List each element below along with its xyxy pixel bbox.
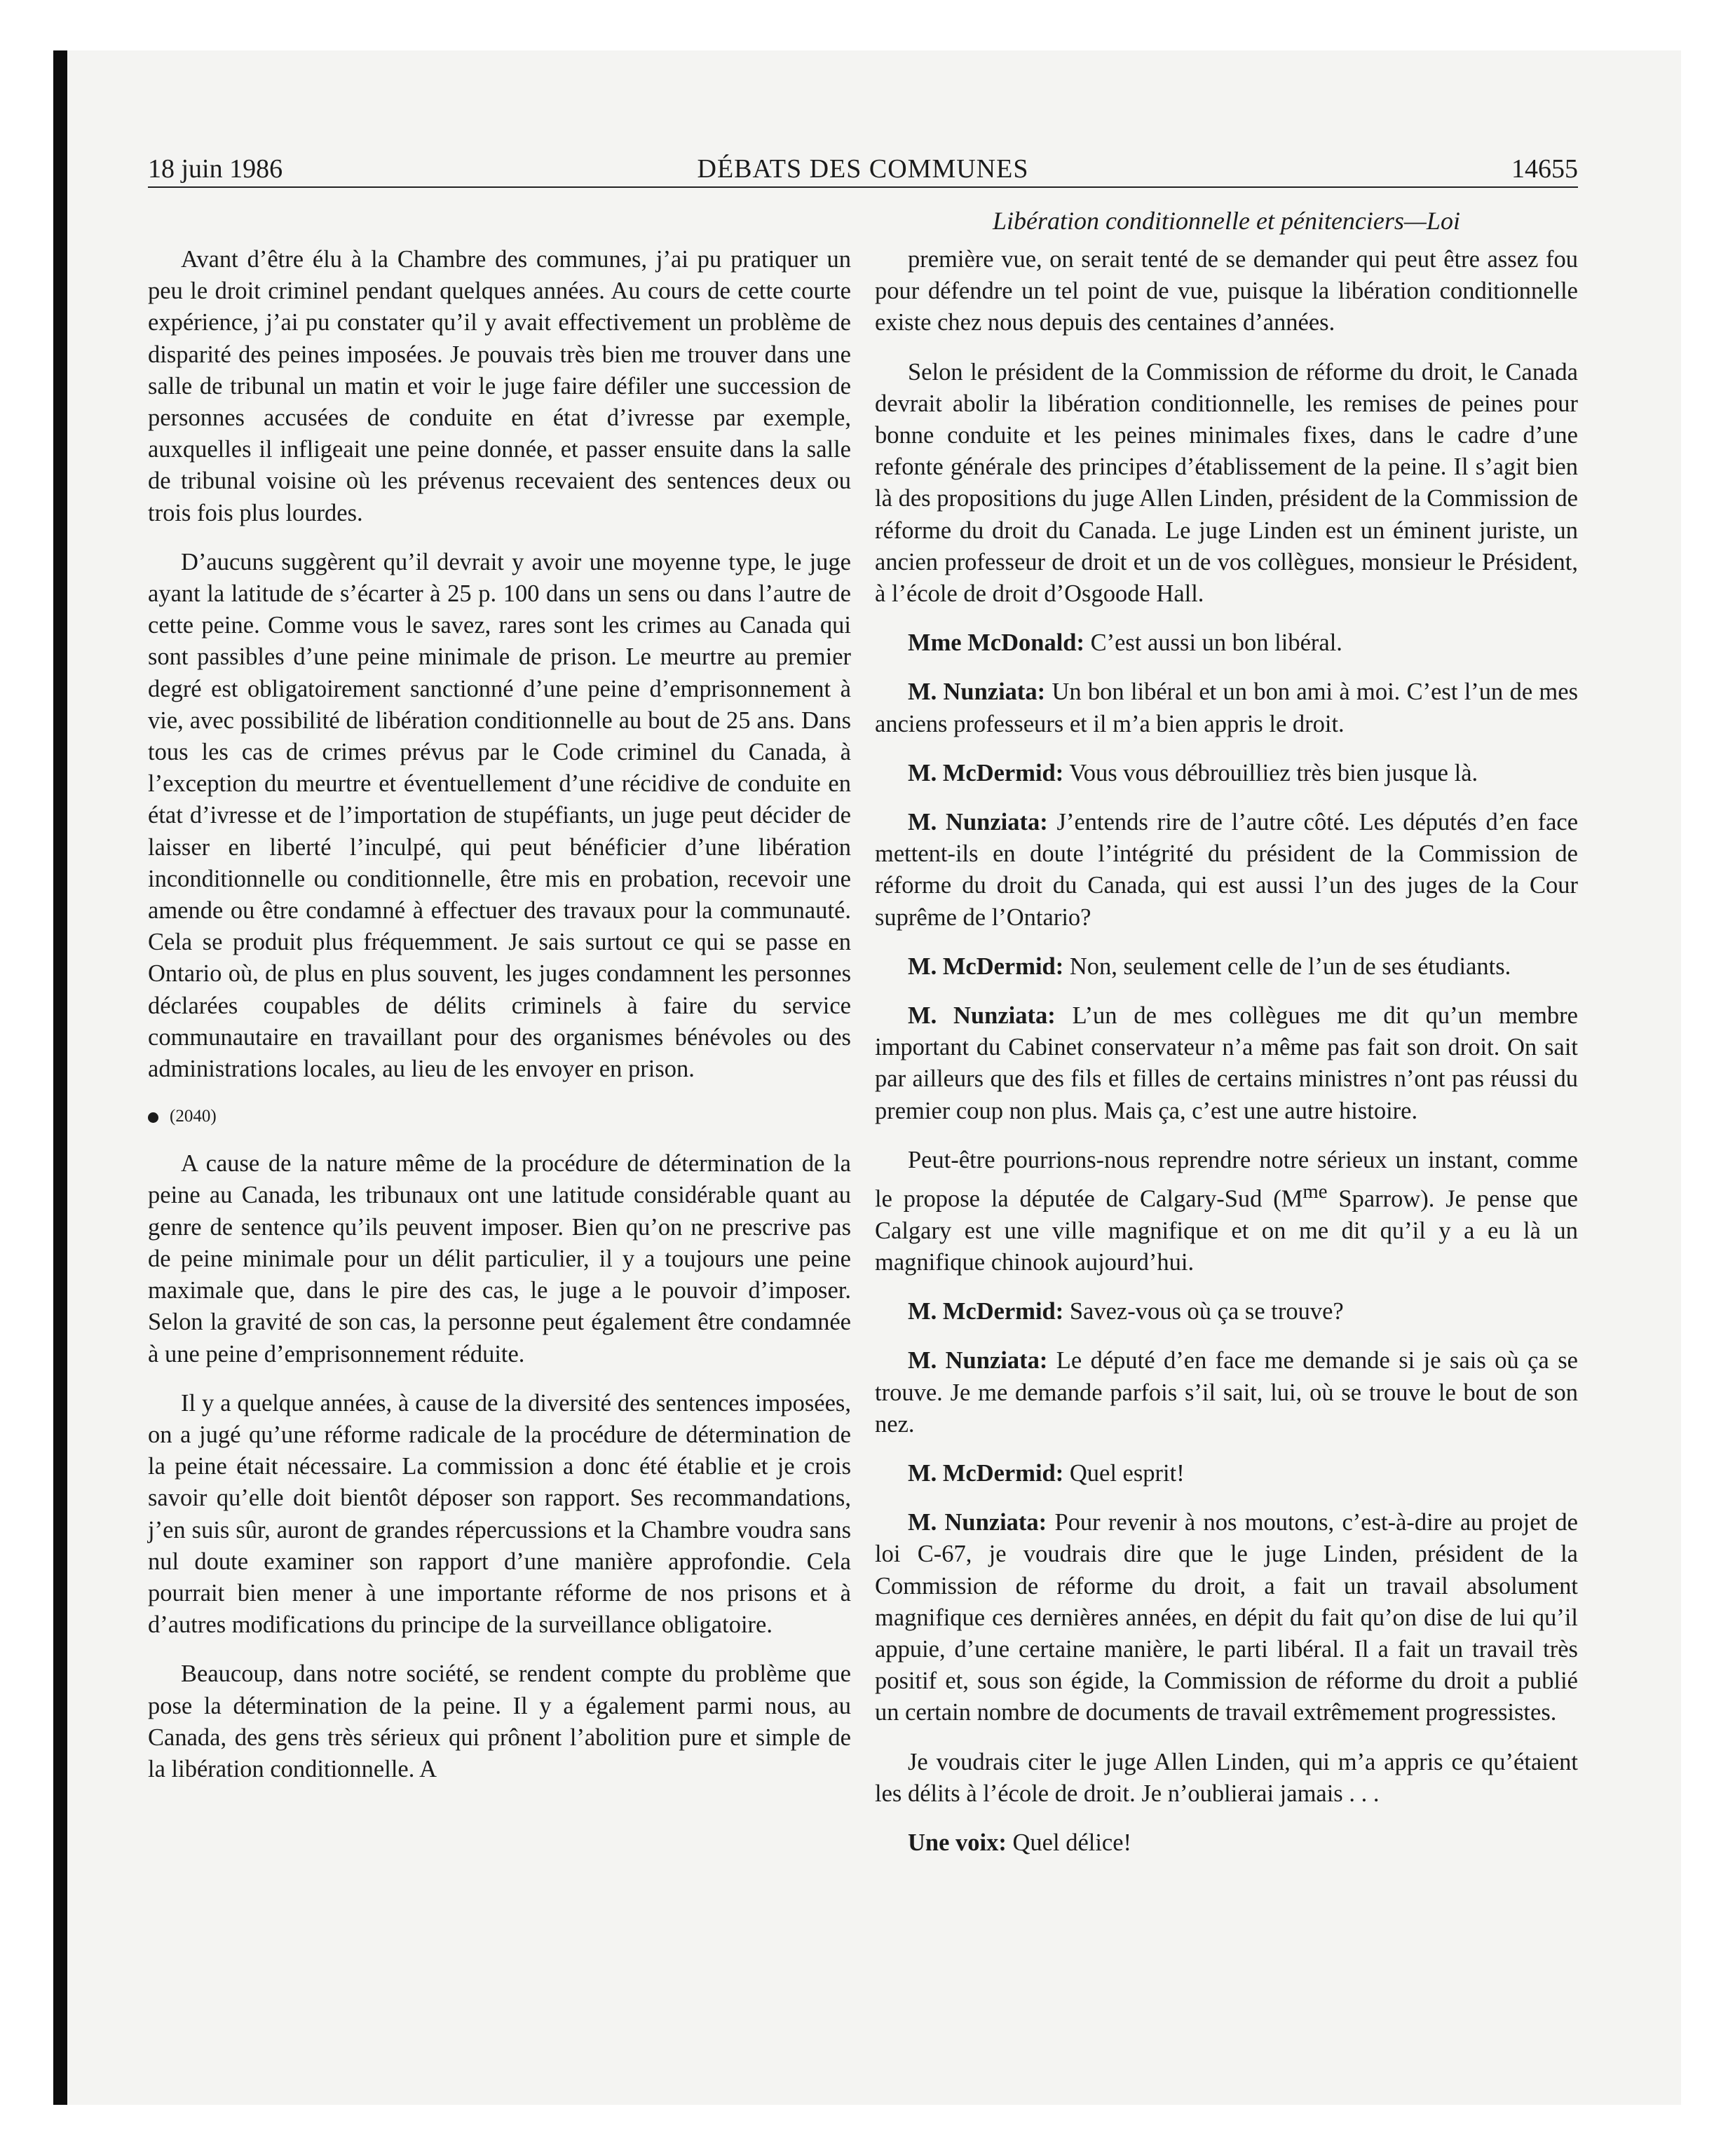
speech	[875, 1458, 1578, 1489]
speech	[875, 1507, 1578, 1728]
paragraph: A cause de la nature même de la procédure de détermination de la peine au Canada, les tribunaux ont une latitude considérable quant au genre de sentence qu’ils peuvent imposer. Bien qu’on ne prescrive pas de peine minimale pour un délit particulier, il y a toujours une peine maximale que, dans le pire des cas, le juge a le pouvoir d’imposer. Selon la gravité de son cas, la personne peut également être condamnée à une peine d’emprisonnement réduite.	[148, 1150, 851, 1367]
speech	[875, 807, 1578, 934]
paragraph: Beaucoup, dans notre société, se rendent compte du problème que pose la détermination de la peine. Il y a également parmi nous, au Canada, des gens très sérieux qui prônent l’abolition pure et simple de la libération conditionnelle. A	[148, 1660, 851, 1782]
paragraph: D’aucuns suggèrent qu’il devrait y avoir une moyenne type, le juge ayant la latitude de s’écarter à 25 p. 100 dans un sens ou dans l’autre de cette peine. Comme vous le savez, rares sont les crimes au Canada qui sont passibles d’une peine minimale de prison. Le meurtre au premier degré est obligatoirement sanctionné d’une peine d’emprisonnement à vie, avec possibilité de libération conditionnelle au bout de 25 ans. Dans tous les cas de crimes prévus par le Code criminel du Canada, à l’exception du meurtre et éventuellement d’une récidive de conduite en état d’ivresse et de l’importation de stupéfiants, un juge peut décider de laisser en liberté l’inculpé, qui peut bénéficier d’une libération inconditionnelle ou conditionnelle, être mis en probation, recevoir une amende ou être condamné à effectuer des travaux pour la communauté. Cela se produit plus fréquemment. Je sais surtout ce qui se passe en Ontario où, de plus en plus souvent, les juges condamnent les personnes déclarées coupables de délits criminels à faire du service communautaire en travaillant pour des organismes bénévoles ou des administrations locales, au lieu de les envoyer en prison.	[148, 548, 851, 1083]
speaker-name: M. Nunziata:	[908, 1002, 1056, 1030]
page-header	[148, 151, 1578, 186]
speech	[875, 758, 1578, 789]
speech	[875, 676, 1578, 739]
paragraph: Selon le président de la Commission de réforme du droit, le Canada devrait abolir la libération conditionnelle, les remises de peines pour bonne conduite et les peines minimales fixes, dans le cadre d’une refonte générale des principes d’établissement de la peine. Il s’agit bien là des propositions du juge Allen Linden, président de la Commission de réforme du droit du Canada. Le juge Linden est un éminent juriste, un ancien professeur de droit et un de vos collègues, monsieur le Président, à l’école de droit d’Osgoode Hall.	[875, 358, 1578, 608]
time-marker	[148, 1103, 851, 1131]
speaker-name: M. Nunziata:	[908, 1347, 1048, 1374]
paragraph-text: Peut-être pourrions-nous reprendre notre sérieux un instant, comme le propose la députée de Calgary-Sud (M	[875, 1146, 1578, 1213]
speech-text: Le député d’en face me demande si je sais où ça se trouve. Je me demande parfois s’il sait, lui, où se trouve le bout de son nez.	[875, 1347, 1578, 1438]
speech	[875, 1000, 1578, 1127]
speech-text: Quel délice!	[1006, 1829, 1132, 1857]
speaker-name: Mme McDonald:	[908, 629, 1084, 657]
superscript: me	[1302, 1180, 1328, 1203]
binding-edge	[53, 50, 67, 2105]
speech-text: Vous vous débrouilliez très bien jusque là.	[1063, 759, 1478, 786]
speech-text: Non, seulement celle de l’un de ses étudiants.	[1063, 953, 1511, 980]
speech	[875, 627, 1578, 659]
header-date: 18 juin 1986	[148, 154, 283, 184]
time-marker-text: (2040)	[170, 1107, 217, 1126]
speech-text: Quel esprit!	[1063, 1460, 1185, 1487]
speech-text: Un bon libéral et un bon ami à moi. C’est l’un de mes anciens professeurs et il m’a bien appris le droit.	[875, 678, 1579, 737]
right-column	[875, 244, 1578, 1876]
speech-text: Pour revenir à nos moutons, c’est-à-dire au projet de loi C-67, je voudrais dire que le juge Linden, président de la Commission de réforme du droit, a fait un travail absolument magnifique ces dernières années, en dépit du fait qu’on dise de lui qu’il appuie, d’une certaine manière, le parti libéral. Il a fait un travail très positif et, sous son égide, la Commission de réforme du droit a publié un certain nombre de documents de travail extrêmement progressistes.	[875, 1509, 1578, 1726]
speaker-name: M. Nunziata:	[908, 809, 1048, 836]
header-page-number: 14655	[1511, 154, 1578, 184]
speech	[875, 1827, 1578, 1859]
speech-text: C’est aussi un bon libéral.	[1084, 629, 1342, 657]
speaker-name: M. Nunziata:	[908, 1509, 1047, 1536]
paragraph	[875, 1145, 1578, 1278]
speech-text: L’un de mes collègues me dit qu’un membre important du Cabinet conservateur n’a même pas fait son droit. On sait par ailleurs que des fils et filles de certains ministres n’ont pas réussi du premier coup non plus. Mais ça, c’est une autre histoire.	[875, 1002, 1578, 1124]
speaker-name: M. Nunziata:	[908, 678, 1046, 706]
paragraph-text: Sparrow). Je pense que Calgary est une ville magnifique et on me dit qu’il y a eu là un magnifique chinook aujourd’hui.	[875, 1185, 1578, 1276]
paragraph: première vue, on serait tenté de se demander qui peut être assez fou pour défendre un tel point de vue, puisque la libération conditionnelle existe chez nous depuis des centaines d’années.	[875, 246, 1578, 336]
header-title: DÉBATS DES COMMUNES	[697, 154, 1029, 184]
speaker-name: M. McDermid:	[908, 1460, 1064, 1487]
bullet-icon	[148, 1112, 158, 1123]
paragraph: Je voudrais citer le juge Allen Linden, qui m’a appris ce qu’étaient les délits à l’école de droit. Je n’oublierai jamais . . .	[875, 1748, 1578, 1807]
paragraph: Il y a quelque années, à cause de la diversité des sentences imposées, on a jugé qu’une réforme radicale de la procédure de détermination de la peine était nécessaire. La commission a donc été établie et je crois savoir qu’elle doit bientôt déposer son rapport. Ses recommandations, j’en suis sûr, auront de grandes répercussions et la Chambre voudra sans nul doute examiner son rapport d’une manière approfondie. Cela pourrait bien mener à une importante réforme de nos prisons et à d’autres modifications du principe de la surveillance obligatoire.	[148, 1389, 851, 1639]
section-subtitle: Libération conditionnelle et pénitenciers—Loi	[993, 207, 1460, 235]
speaker-name: M. McDermid:	[908, 953, 1064, 980]
speaker-name: M. McDermid:	[908, 759, 1064, 786]
speech	[875, 1345, 1578, 1440]
speech	[875, 951, 1578, 983]
speech	[875, 1296, 1578, 1328]
paragraph: Avant d’être élu à la Chambre des communes, j’ai pu pratiquer un peu le droit criminel pendant quelques années. Au cours de cette courte expérience, j’ai pu constater qu’il y avait effectivement un problème de disparité des peines imposées. Je pouvais très bien me trouver dans une salle de tribunal un matin et voir le juge faire défiler une succession de personnes accusées de conduite en état d’ivresse par exemple, auxquelles il infligeait une peine donnée, et passer ensuite dans la salle de tribunal voisine où les prévenus recevaient des sentences deux ou trois fois plus lourdes.	[148, 246, 851, 526]
header-rule	[148, 186, 1578, 188]
speech-text: J’entends rire de l’autre côté. Les députés d’en face mettent-ils en doute l’intégrité du président de la Commission de réforme du droit du Canada, qui est aussi l’un des juges de la Cour suprême de l’Ontario?	[875, 809, 1579, 931]
speaker-name: M. McDermid:	[908, 1298, 1064, 1325]
speech-text: Savez-vous où ça se trouve?	[1063, 1298, 1344, 1325]
speaker-name: Une voix:	[908, 1829, 1007, 1857]
left-column	[148, 244, 851, 1803]
